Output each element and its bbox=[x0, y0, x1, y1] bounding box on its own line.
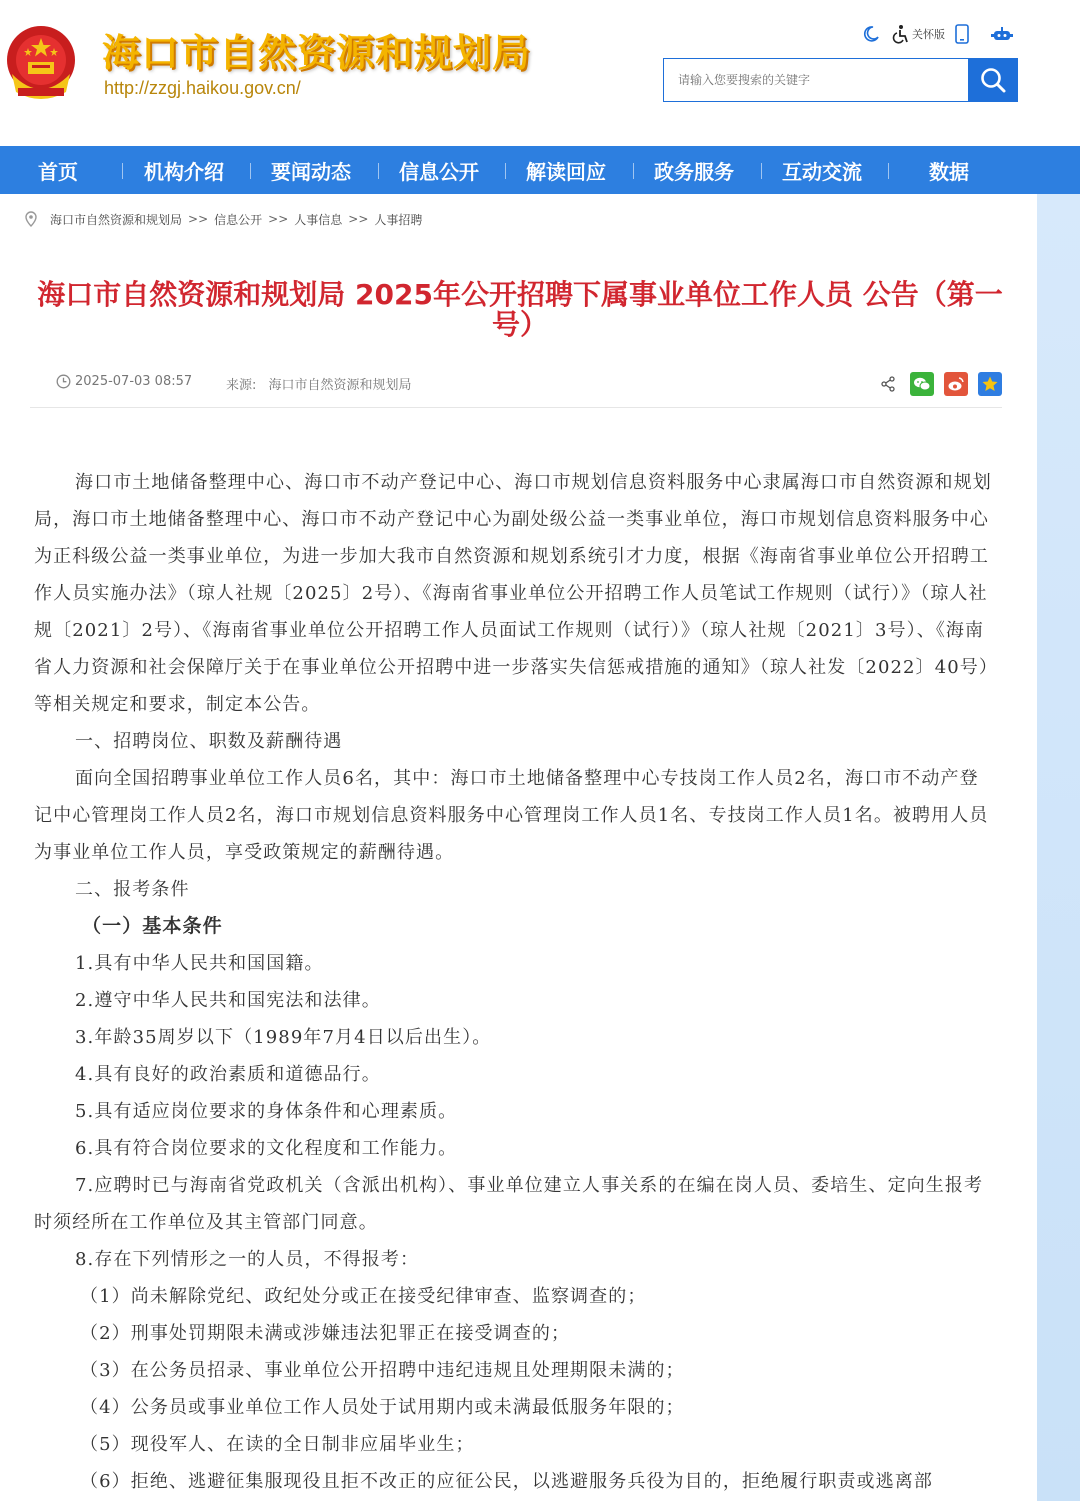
exclusion-item: （2）刑事处罚期限未满或涉嫌违法犯罪正在接受调查的； bbox=[80, 1323, 571, 1344]
section-heading: 二、报考条件 bbox=[75, 879, 190, 900]
condition-item: 1.具有中华人民共和国国籍。 bbox=[75, 953, 324, 974]
nav-item-disclosure[interactable]: 信息公开 bbox=[399, 159, 479, 184]
share-bar bbox=[876, 372, 1002, 396]
source-label: 来源: bbox=[226, 378, 257, 393]
nav-divider bbox=[505, 163, 506, 179]
article-meta bbox=[30, 372, 1002, 408]
publish-date-text: 2025-07-03 08:57 bbox=[75, 374, 193, 389]
breadcrumb-item-disclosure[interactable]: 信息公开 bbox=[214, 212, 263, 227]
clock-icon bbox=[56, 374, 71, 389]
side-panel-strip bbox=[1037, 194, 1080, 1501]
breadcrumb-separator: >> bbox=[268, 212, 289, 226]
intro-paragraph: 海口市土地储备整理中心、海口市不动产登记中心、海口市规划信息资料服务中心隶属海口市自然资源和规划局，海口市土地储备整理中心、海口市不动产登记中心为副处级公益一类事业单位，海口市规划信息资料服务中心为正科级公益一类事业单位，为进一步加大我市自然资源和规划系统引才力度，根据《海南省事业单位公开招聘工作人员实施办法》（琼人社规〔2025〕2号）、《海南省事业单位公开招聘工作人员笔试工作规则（试行）》（琼人社规〔2021〕2号）、《海南省事业单位公开招聘工作人员面试工作规则（试行）》（琼人社规〔2021〕3号）、《海南省人力资源和社会保障厅关于在事业单位公开招聘中进一步落实失信惩戒措施的通知》（琼人社发〔2022〕40号）等相关规定和要求，制定本公告。 bbox=[34, 472, 992, 715]
search-button[interactable] bbox=[968, 58, 1018, 102]
location-pin-icon bbox=[24, 211, 38, 227]
nav-divider bbox=[122, 163, 123, 179]
search-input[interactable] bbox=[663, 58, 969, 102]
main-nav bbox=[0, 146, 1080, 194]
nav-divider bbox=[888, 163, 889, 179]
mobile-icon[interactable] bbox=[955, 22, 969, 46]
condition-item: 7.应聘时已与海南省党政机关（含派出机构）、事业单位建立人事关系的在编在岗人员、委培生、定向生报考时须经所在工作单位及其主管部门同意。 bbox=[34, 1175, 984, 1233]
nav-divider bbox=[378, 163, 379, 179]
article-body bbox=[34, 464, 996, 1500]
robot-icon[interactable] bbox=[991, 22, 1013, 46]
care-mode-label: 关怀版 bbox=[912, 28, 945, 41]
breadcrumb-separator: >> bbox=[348, 212, 369, 226]
section-heading: 一、招聘岗位、职数及薪酬待遇 bbox=[75, 731, 343, 752]
site-name: 海口市自然资源和规划局 bbox=[102, 31, 532, 75]
weibo-share-icon[interactable] bbox=[944, 372, 968, 396]
exclusion-item: （5）现役军人、在读的全日制非应届毕业生； bbox=[80, 1434, 475, 1455]
nav-item-interaction[interactable]: 互动交流 bbox=[782, 159, 862, 184]
qzone-share-icon[interactable] bbox=[978, 372, 1002, 396]
source-name: 海口市自然资源和规划局 bbox=[268, 378, 412, 393]
exclusion-item: （3）在公务员招录、事业单位公开招聘中违纪违规且处理期限未满的； bbox=[80, 1360, 685, 1381]
breadcrumb-item-home[interactable]: 海口市自然资源和规划局 bbox=[50, 212, 183, 227]
care-mode-toggle[interactable] bbox=[890, 22, 945, 46]
article-title: 海口市自然资源和规划局 2025年公开招聘下属事业单位工作人员 公告（第一号） bbox=[37, 278, 1003, 341]
nav-item-interpretation[interactable]: 解读回应 bbox=[526, 159, 606, 184]
header-tools bbox=[862, 22, 1013, 46]
breadcrumb-separator: >> bbox=[188, 212, 209, 226]
condition-item: 8.存在下列情形之一的人员，不得报考： bbox=[75, 1249, 420, 1270]
breadcrumb bbox=[24, 210, 422, 228]
breadcrumb-item-personnel[interactable]: 人事信息 bbox=[294, 212, 343, 227]
publish-date bbox=[56, 374, 192, 389]
breadcrumb-item-recruitment[interactable]: 人事招聘 bbox=[374, 212, 423, 227]
site-header bbox=[0, 0, 1080, 146]
exclusion-item: （1）尚未解除党纪、政纪处分或正在接受纪律审查、监察调查的； bbox=[80, 1286, 647, 1307]
condition-item: 2.遵守中华人民共和国宪法和法律。 bbox=[75, 990, 381, 1011]
condition-item: 3.年龄35周岁以下（1989年7月4日以后出生）。 bbox=[75, 1027, 492, 1048]
condition-item: 6.具有符合岗位要求的文化程度和工作能力。 bbox=[75, 1138, 458, 1159]
nav-item-news[interactable]: 要闻动态 bbox=[271, 159, 351, 184]
nav-item-data[interactable]: 数据 bbox=[929, 159, 969, 184]
site-url[interactable]: http://zzgj.haikou.gov.cn/ bbox=[104, 78, 301, 98]
nav-divider bbox=[250, 163, 251, 179]
wechat-share-icon[interactable] bbox=[910, 372, 934, 396]
section-paragraph: 面向全国招聘事业单位工作人员6名，其中：海口市土地储备整理中心专技岗工作人员2名，海口市不动产登记中心管理岗工作人员2名，海口市规划信息资料服务中心管理岗工作人员1名、专技岗工作人员1名。被聘用人员为事业单位工作人员，享受政策规定的薪酬待遇。 bbox=[34, 768, 989, 863]
nav-divider bbox=[761, 163, 762, 179]
national-emblem-icon bbox=[4, 22, 78, 102]
nav-item-home[interactable]: 首页 bbox=[38, 159, 78, 184]
condition-item: 4.具有良好的政治素质和道德品行。 bbox=[75, 1064, 381, 1085]
nav-item-services[interactable]: 政务服务 bbox=[654, 159, 734, 184]
article-source bbox=[226, 374, 412, 393]
exclusion-item: （6）拒绝、逃避征集服现役且拒不改正的应征公民，以逃避服务兵役为目的，拒绝履行职责或逃离部 bbox=[80, 1471, 933, 1492]
exclusion-item: （4）公务员或事业单位工作人员处于试用期内或未满最低服务年限的； bbox=[80, 1397, 685, 1418]
accessibility-icon bbox=[890, 24, 910, 44]
nav-item-about[interactable]: 机构介绍 bbox=[144, 159, 224, 184]
search-icon bbox=[979, 66, 1007, 94]
moon-icon[interactable] bbox=[862, 22, 880, 46]
subsection-heading: （一）基本条件 bbox=[82, 915, 223, 937]
condition-item: 5.具有适应岗位要求的身体条件和心理素质。 bbox=[75, 1101, 458, 1122]
share-icon[interactable] bbox=[876, 372, 900, 396]
nav-divider bbox=[633, 163, 634, 179]
